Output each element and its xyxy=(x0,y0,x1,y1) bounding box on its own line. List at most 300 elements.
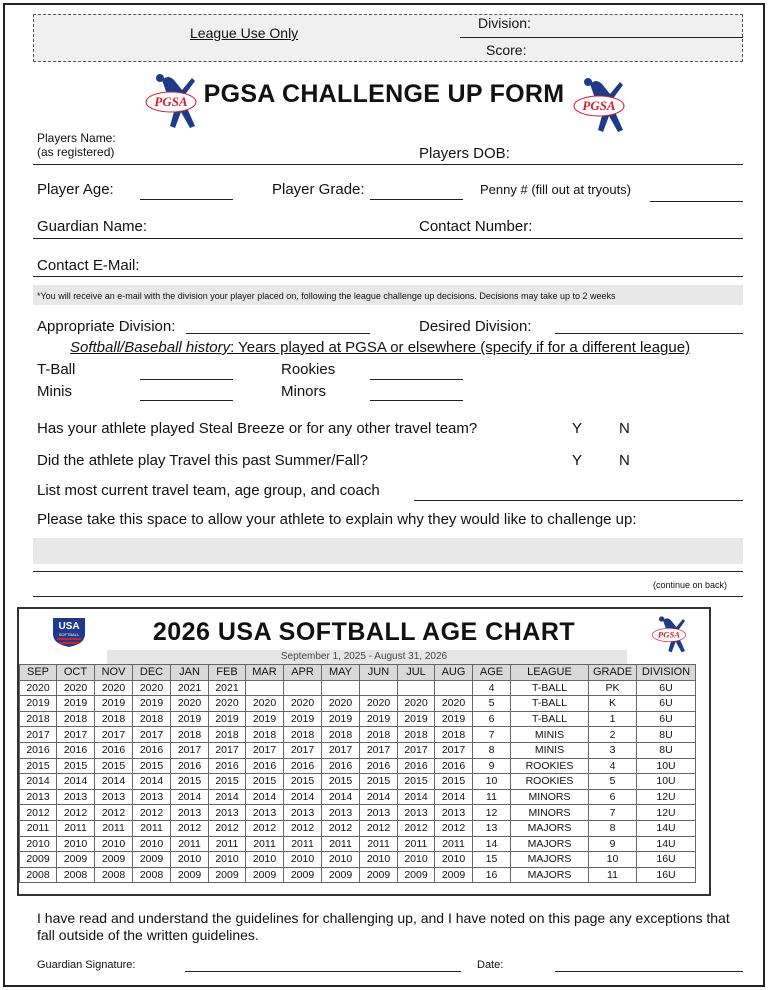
table-cell: 3 xyxy=(589,742,637,758)
table-cell xyxy=(246,680,284,696)
penny-label: Penny # (fill out at tryouts) xyxy=(480,182,632,197)
table-row xyxy=(20,696,696,712)
table-cell: 2012 xyxy=(360,820,398,836)
table-cell: 2010 xyxy=(209,852,246,868)
table-cell: MINIS xyxy=(511,727,589,743)
table-cell: 2009 xyxy=(133,852,171,868)
guardian-name-label: Guardian Name: xyxy=(37,218,148,235)
table-cell: 2017 xyxy=(435,742,473,758)
table-cell: 2013 xyxy=(57,789,95,805)
steal-breeze-no[interactable]: N xyxy=(619,420,630,437)
table-cell: 2017 xyxy=(246,742,284,758)
history-heading-italic: Softball/Baseball history xyxy=(70,339,231,356)
tball-label: T-Ball xyxy=(37,361,76,378)
table-cell: 2011 xyxy=(95,820,133,836)
table-cell: 14U xyxy=(637,836,696,852)
table-row xyxy=(20,805,696,821)
age-chart-header-jan: JAN xyxy=(171,665,209,681)
table-cell: 2016 xyxy=(20,742,57,758)
age-chart xyxy=(17,607,711,896)
table-cell: 2021 xyxy=(171,680,209,696)
table-cell: 2019 xyxy=(95,696,133,712)
division-label: Division: xyxy=(478,15,531,31)
age-chart-header-grade: GRADE xyxy=(589,665,637,681)
table-cell: MAJORS xyxy=(511,820,589,836)
table-cell: 8 xyxy=(473,742,511,758)
table-cell: 2010 xyxy=(398,852,435,868)
table-cell: 16U xyxy=(637,852,696,868)
table-cell: 2013 xyxy=(398,805,435,821)
table-cell: 2015 xyxy=(171,774,209,790)
table-cell: 2016 xyxy=(57,742,95,758)
table-cell: 2009 xyxy=(171,867,209,883)
table-cell: 2009 xyxy=(246,867,284,883)
table-cell: 2018 xyxy=(284,727,322,743)
age-chart-header-apr: APR xyxy=(284,665,322,681)
table-cell: 2014 xyxy=(398,789,435,805)
players-name-label-line2: (as registered) xyxy=(37,145,115,159)
age-chart-header-jul: JUL xyxy=(398,665,435,681)
table-cell: 2010 xyxy=(95,836,133,852)
table-cell: 2014 xyxy=(209,789,246,805)
table-cell: 2009 xyxy=(20,852,57,868)
table-cell: 11 xyxy=(473,789,511,805)
table-cell: MINORS xyxy=(511,805,589,821)
player-age-field[interactable] xyxy=(140,199,233,200)
desired-division-label: Desired Division: xyxy=(419,318,532,335)
table-cell: 2012 xyxy=(246,820,284,836)
travel-no[interactable]: N xyxy=(619,452,630,469)
table-cell xyxy=(322,680,360,696)
table-cell: 2012 xyxy=(398,820,435,836)
chart-title: 2026 USA SOFTBALL AGE CHART xyxy=(152,618,576,646)
table-cell: 13 xyxy=(473,820,511,836)
table-cell: 2013 xyxy=(360,805,398,821)
division-field[interactable] xyxy=(460,37,743,38)
table-cell: 14U xyxy=(637,820,696,836)
age-chart-header-league: LEAGUE xyxy=(511,665,589,681)
table-cell: 2014 xyxy=(360,789,398,805)
age-chart-header-oct: OCT xyxy=(57,665,95,681)
table-cell: 2009 xyxy=(95,852,133,868)
table-cell: 2015 xyxy=(20,758,57,774)
table-cell: 1 xyxy=(589,711,637,727)
minis-field[interactable] xyxy=(140,400,233,401)
league-use-box xyxy=(33,14,743,62)
table-cell: 4 xyxy=(473,680,511,696)
guardian-signature-field[interactable] xyxy=(185,971,461,972)
explain-label: Please take this space to allow your athlete to explain why they would like to challenge up: xyxy=(37,511,637,528)
table-cell: 2017 xyxy=(360,742,398,758)
table-cell: 2015 xyxy=(133,758,171,774)
table-cell: 14 xyxy=(473,836,511,852)
table-cell: 2008 xyxy=(57,867,95,883)
table-cell: 2019 xyxy=(171,711,209,727)
table-cell: 2017 xyxy=(322,742,360,758)
date-label: Date: xyxy=(477,959,504,971)
table-cell: 9 xyxy=(589,836,637,852)
table-cell: MINORS xyxy=(511,789,589,805)
table-cell: 2012 xyxy=(57,805,95,821)
table-cell xyxy=(398,680,435,696)
table-cell: 7 xyxy=(589,805,637,821)
table-cell: 2013 xyxy=(246,805,284,821)
table-cell: 2015 xyxy=(284,774,322,790)
table-cell: 2018 xyxy=(171,727,209,743)
table-cell: 2010 xyxy=(133,836,171,852)
age-chart-header-feb: FEB xyxy=(209,665,246,681)
table-cell: K xyxy=(589,696,637,712)
pgsa-logo-right-text: PGSA xyxy=(582,98,616,113)
table-cell: 2019 xyxy=(322,711,360,727)
table-cell: 2020 xyxy=(171,696,209,712)
table-cell: 2009 xyxy=(209,867,246,883)
table-cell: 2020 xyxy=(284,696,322,712)
table-cell: 2020 xyxy=(95,680,133,696)
table-cell: MAJORS xyxy=(511,867,589,883)
table-cell: 2017 xyxy=(57,727,95,743)
table-cell: 2019 xyxy=(209,711,246,727)
contact-email-label: Contact E-Mail: xyxy=(37,257,140,274)
table-cell: 2011 xyxy=(171,836,209,852)
table-cell: 2020 xyxy=(133,680,171,696)
continue-note: (continue on back) xyxy=(653,580,728,590)
table-cell: 2020 xyxy=(435,696,473,712)
table-cell: 2019 xyxy=(57,696,95,712)
age-chart-header-division: DIVISION xyxy=(637,665,696,681)
table-cell: 9 xyxy=(473,758,511,774)
table-cell: 2012 xyxy=(322,820,360,836)
table-cell: 8 xyxy=(589,820,637,836)
table-cell: 2017 xyxy=(171,742,209,758)
table-cell: 10 xyxy=(473,774,511,790)
table-cell: MAJORS xyxy=(511,836,589,852)
table-cell: 2010 xyxy=(435,852,473,868)
players-name-field[interactable] xyxy=(33,164,743,165)
table-cell: 2020 xyxy=(322,696,360,712)
table-cell: 15 xyxy=(473,852,511,868)
table-cell: MINIS xyxy=(511,742,589,758)
player-grade-field[interactable] xyxy=(370,199,463,200)
table-cell: 12U xyxy=(637,789,696,805)
contact-number-label: Contact Number: xyxy=(419,218,533,235)
table-cell: 2011 xyxy=(435,836,473,852)
table-cell: 10U xyxy=(637,774,696,790)
table-row xyxy=(20,789,696,805)
rookies-label: Rookies xyxy=(281,361,336,378)
table-cell: T-BALL xyxy=(511,680,589,696)
table-cell: 2011 xyxy=(322,836,360,852)
table-cell: 2019 xyxy=(398,711,435,727)
rookies-field[interactable] xyxy=(370,379,463,380)
table-cell: 2019 xyxy=(20,696,57,712)
table-cell: 2018 xyxy=(20,711,57,727)
table-cell: 12 xyxy=(473,805,511,821)
desired-division-field[interactable] xyxy=(555,333,743,334)
table-cell: 2011 xyxy=(20,820,57,836)
table-cell: 2020 xyxy=(20,680,57,696)
table-row xyxy=(20,711,696,727)
table-cell: 2021 xyxy=(209,680,246,696)
pgsa-logo-chart xyxy=(644,615,694,655)
table-cell: 6U xyxy=(637,711,696,727)
age-chart-header-may: MAY xyxy=(322,665,360,681)
notice-text: *You will receive an e-mail with the division your player placed on, following the league challenge up decisions. Decisions may take up to 2 weeks xyxy=(37,291,616,301)
table-cell: 4 xyxy=(589,758,637,774)
table-cell: 2012 xyxy=(171,820,209,836)
age-chart-header-mar: MAR xyxy=(246,665,284,681)
age-chart-header-sep: SEP xyxy=(20,665,57,681)
table-cell: 2012 xyxy=(284,820,322,836)
table-cell: 2018 xyxy=(57,711,95,727)
table-cell: 2010 xyxy=(57,836,95,852)
appropriate-division-label: Appropriate Division: xyxy=(37,318,176,335)
table-cell: 2012 xyxy=(95,805,133,821)
table-cell: MAJORS xyxy=(511,852,589,868)
table-cell: 2015 xyxy=(435,774,473,790)
travel-team-field[interactable] xyxy=(414,500,743,501)
table-cell: 6U xyxy=(637,680,696,696)
table-cell: 2014 xyxy=(20,774,57,790)
table-cell: 2016 xyxy=(246,758,284,774)
table-cell: 2017 xyxy=(284,742,322,758)
age-chart-body xyxy=(20,680,696,883)
table-cell: 2011 xyxy=(360,836,398,852)
table-cell: 2017 xyxy=(209,742,246,758)
table-row xyxy=(20,727,696,743)
table-row xyxy=(20,867,696,883)
table-cell: 2012 xyxy=(209,820,246,836)
table-cell xyxy=(435,680,473,696)
table-cell: 2014 xyxy=(284,789,322,805)
table-cell: 2013 xyxy=(322,805,360,821)
table-cell: 2016 xyxy=(360,758,398,774)
table-cell: 2013 xyxy=(435,805,473,821)
table-cell: 16 xyxy=(473,867,511,883)
table-cell: 2016 xyxy=(322,758,360,774)
table-cell: 2 xyxy=(589,727,637,743)
minors-field[interactable] xyxy=(370,400,463,401)
age-chart-header-jun: JUN xyxy=(360,665,398,681)
table-cell: 2015 xyxy=(95,758,133,774)
table-cell: 2012 xyxy=(435,820,473,836)
usa-logo-bottom-text: SOFTBALL xyxy=(58,632,80,637)
table-cell: 2016 xyxy=(95,742,133,758)
table-cell: 16U xyxy=(637,867,696,883)
table-cell: 2011 xyxy=(246,836,284,852)
table-cell: 2009 xyxy=(284,867,322,883)
section-divider xyxy=(33,596,743,597)
table-cell: 2016 xyxy=(171,758,209,774)
table-cell: 2014 xyxy=(246,789,284,805)
table-cell: 2019 xyxy=(246,711,284,727)
table-cell: 7 xyxy=(473,727,511,743)
table-cell: 2018 xyxy=(398,727,435,743)
table-row xyxy=(20,836,696,852)
table-cell: 6 xyxy=(589,789,637,805)
players-dob-label: Players DOB: xyxy=(419,145,510,162)
table-cell: 2016 xyxy=(133,742,171,758)
table-cell: 6 xyxy=(473,711,511,727)
guardian-signature-label: Guardian Signature: xyxy=(37,959,136,971)
league-use-label: League Use Only xyxy=(190,25,299,41)
table-cell: 2018 xyxy=(435,727,473,743)
pgsa-logo-left-text: PGSA xyxy=(154,94,188,109)
explain-line xyxy=(33,571,743,572)
table-cell: 2017 xyxy=(20,727,57,743)
table-cell: 2017 xyxy=(95,727,133,743)
history-heading xyxy=(70,339,690,356)
table-cell: 2008 xyxy=(95,867,133,883)
table-cell: 2020 xyxy=(57,680,95,696)
table-cell: 2011 xyxy=(133,820,171,836)
table-cell: 2018 xyxy=(95,711,133,727)
table-cell: 2015 xyxy=(246,774,284,790)
table-cell: 2008 xyxy=(20,867,57,883)
table-row xyxy=(20,774,696,790)
table-row xyxy=(20,680,696,696)
table-cell: 2009 xyxy=(398,867,435,883)
table-cell: 2014 xyxy=(435,789,473,805)
steal-breeze-yes[interactable]: Y xyxy=(572,420,583,437)
table-cell: 2020 xyxy=(246,696,284,712)
table-cell: 2019 xyxy=(360,711,398,727)
table-cell: 2009 xyxy=(57,852,95,868)
table-cell: 2010 xyxy=(322,852,360,868)
table-cell: 2010 xyxy=(20,836,57,852)
table-cell: ROOKIES xyxy=(511,758,589,774)
table-cell: 2015 xyxy=(398,774,435,790)
form-title: PGSA CHALLENGE UP FORM xyxy=(203,80,565,108)
table-cell: 5 xyxy=(473,696,511,712)
table-cell: 2012 xyxy=(133,805,171,821)
table-cell: 2014 xyxy=(133,774,171,790)
table-row xyxy=(20,758,696,774)
table-cell: 2015 xyxy=(322,774,360,790)
age-chart-header-dec: DEC xyxy=(133,665,171,681)
table-cell: 2013 xyxy=(95,789,133,805)
explain-field[interactable] xyxy=(33,538,743,564)
table-row xyxy=(20,852,696,868)
table-cell: 2014 xyxy=(171,789,209,805)
table-cell: 2018 xyxy=(246,727,284,743)
table-cell: 2016 xyxy=(284,758,322,774)
usa-logo-top-text: USA xyxy=(58,621,80,632)
table-cell: 2016 xyxy=(398,758,435,774)
pgsa-logo-chart-text: PGSA xyxy=(657,629,681,640)
table-cell: PK xyxy=(589,680,637,696)
player-grade-label: Player Grade: xyxy=(272,181,365,198)
chart-subtitle: September 1, 2025 - August 31, 2026 xyxy=(280,651,448,662)
table-cell: 2011 xyxy=(209,836,246,852)
age-chart-header-row xyxy=(20,665,696,681)
table-row xyxy=(20,742,696,758)
table-cell: 2011 xyxy=(284,836,322,852)
minors-label: Minors xyxy=(281,383,327,400)
table-cell: 5 xyxy=(589,774,637,790)
table-cell: 2009 xyxy=(435,867,473,883)
table-cell: 2013 xyxy=(284,805,322,821)
table-cell: 2020 xyxy=(398,696,435,712)
table-cell: 10U xyxy=(637,758,696,774)
table-cell: 2020 xyxy=(360,696,398,712)
table-cell: 2015 xyxy=(360,774,398,790)
table-cell: 2013 xyxy=(133,789,171,805)
table-cell: 2019 xyxy=(435,711,473,727)
travel-team-label: List most current travel team, age group, and coach xyxy=(37,482,380,499)
table-cell: 2009 xyxy=(360,867,398,883)
guidelines-statement: I have read and understand the guidelines for challenging up, and I have noted on this page any exceptions that fall outside of the written guidelines. xyxy=(37,910,730,943)
table-cell: 2016 xyxy=(435,758,473,774)
table-cell: 2015 xyxy=(209,774,246,790)
table-cell: 2015 xyxy=(57,758,95,774)
date-field[interactable] xyxy=(555,971,743,972)
age-chart-header-aug: AUG xyxy=(435,665,473,681)
table-cell: 2018 xyxy=(209,727,246,743)
table-cell: 2013 xyxy=(20,789,57,805)
players-name-label-line1: Players Name: xyxy=(37,131,116,145)
table-cell: 2012 xyxy=(20,805,57,821)
history-heading-rest: : Years played at PGSA or elsewhere (specify if for a different league) xyxy=(230,339,691,356)
guardian-contact-field[interactable] xyxy=(33,238,743,239)
table-cell: 2013 xyxy=(209,805,246,821)
table-cell: 2017 xyxy=(133,727,171,743)
table-row xyxy=(20,820,696,836)
table-cell: 2010 xyxy=(360,852,398,868)
table-cell: 2020 xyxy=(209,696,246,712)
age-chart-header-nov: NOV xyxy=(95,665,133,681)
travel-yes[interactable]: Y xyxy=(572,452,583,469)
table-cell: 2017 xyxy=(398,742,435,758)
table-cell: 11 xyxy=(589,867,637,883)
table-cell xyxy=(360,680,398,696)
table-cell: 2011 xyxy=(57,820,95,836)
table-cell: 10 xyxy=(589,852,637,868)
table-cell: 8U xyxy=(637,727,696,743)
travel-question: Did the athlete play Travel this past Summer/Fall? xyxy=(37,452,368,469)
table-cell: T-BALL xyxy=(511,696,589,712)
table-cell: 6U xyxy=(637,696,696,712)
table-cell: 2016 xyxy=(209,758,246,774)
player-age-label: Player Age: xyxy=(37,181,114,198)
table-cell: 2009 xyxy=(322,867,360,883)
tball-field[interactable] xyxy=(140,379,233,380)
table-cell: 2013 xyxy=(171,805,209,821)
table-cell: 2010 xyxy=(246,852,284,868)
table-cell: ROOKIES xyxy=(511,774,589,790)
table-cell: 12U xyxy=(637,805,696,821)
table-cell: 2014 xyxy=(95,774,133,790)
table-cell: 2018 xyxy=(322,727,360,743)
score-label: Score: xyxy=(486,42,527,58)
table-cell: 8U xyxy=(637,742,696,758)
penny-field[interactable] xyxy=(650,201,743,202)
table-cell: 2008 xyxy=(133,867,171,883)
table-cell: 2019 xyxy=(133,696,171,712)
table-cell: 2014 xyxy=(322,789,360,805)
table-cell: T-BALL xyxy=(511,711,589,727)
table-cell: 2018 xyxy=(360,727,398,743)
minis-label: Minis xyxy=(37,383,73,400)
table-cell: 2018 xyxy=(133,711,171,727)
age-chart-header-age: AGE xyxy=(473,665,511,681)
table-cell: 2014 xyxy=(57,774,95,790)
contact-email-field[interactable] xyxy=(33,276,743,277)
table-cell: 2010 xyxy=(171,852,209,868)
table-cell: 2010 xyxy=(284,852,322,868)
table-cell: 2011 xyxy=(398,836,435,852)
appropriate-division-field[interactable] xyxy=(186,333,370,334)
